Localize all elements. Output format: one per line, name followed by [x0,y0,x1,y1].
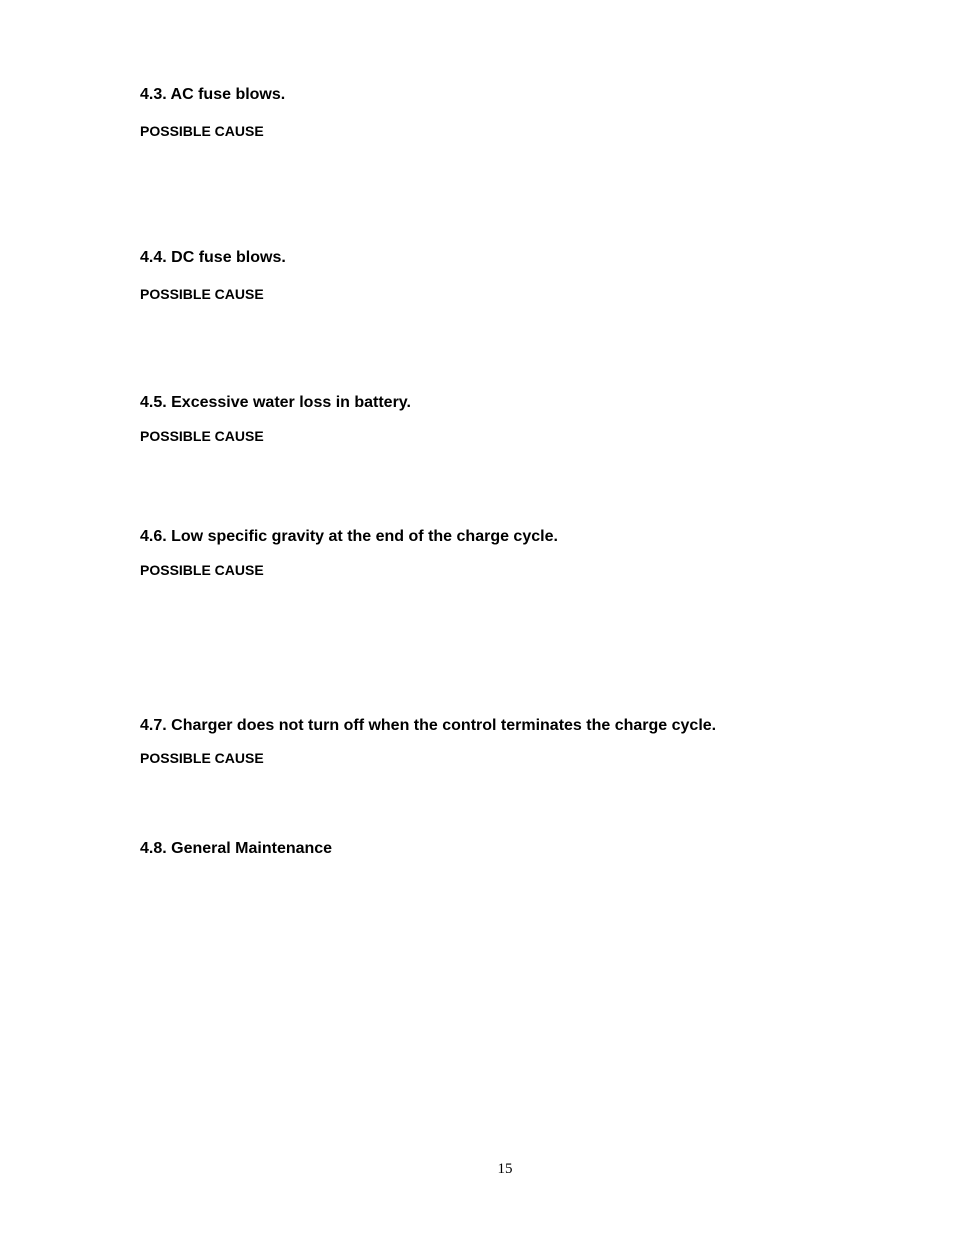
possible-cause-label-4-7: POSSIBLE CAUSE [140,750,264,766]
section-heading-4-4: 4.4. DC fuse blows. [140,249,286,266]
possible-cause-label-4-5: POSSIBLE CAUSE [140,428,264,444]
section-heading-4-5: 4.5. Excessive water loss in battery. [140,394,411,411]
section-heading-4-3: 4.3. AC fuse blows. [140,86,286,103]
section-heading-4-6: 4.6. Low specific gravity at the end of the charge cycle. [140,528,558,545]
possible-cause-label-4-3: POSSIBLE CAUSE [140,123,264,139]
possible-cause-label-4-4: POSSIBLE CAUSE [140,286,264,302]
section-heading-4-8: 4.8. General Maintenance [140,840,333,857]
section-heading-4-7: 4.7. Charger does not turn off when the control terminates the charge cycle. [140,717,717,734]
page-number: 15 [497,1161,513,1177]
possible-cause-label-4-6: POSSIBLE CAUSE [140,562,264,578]
